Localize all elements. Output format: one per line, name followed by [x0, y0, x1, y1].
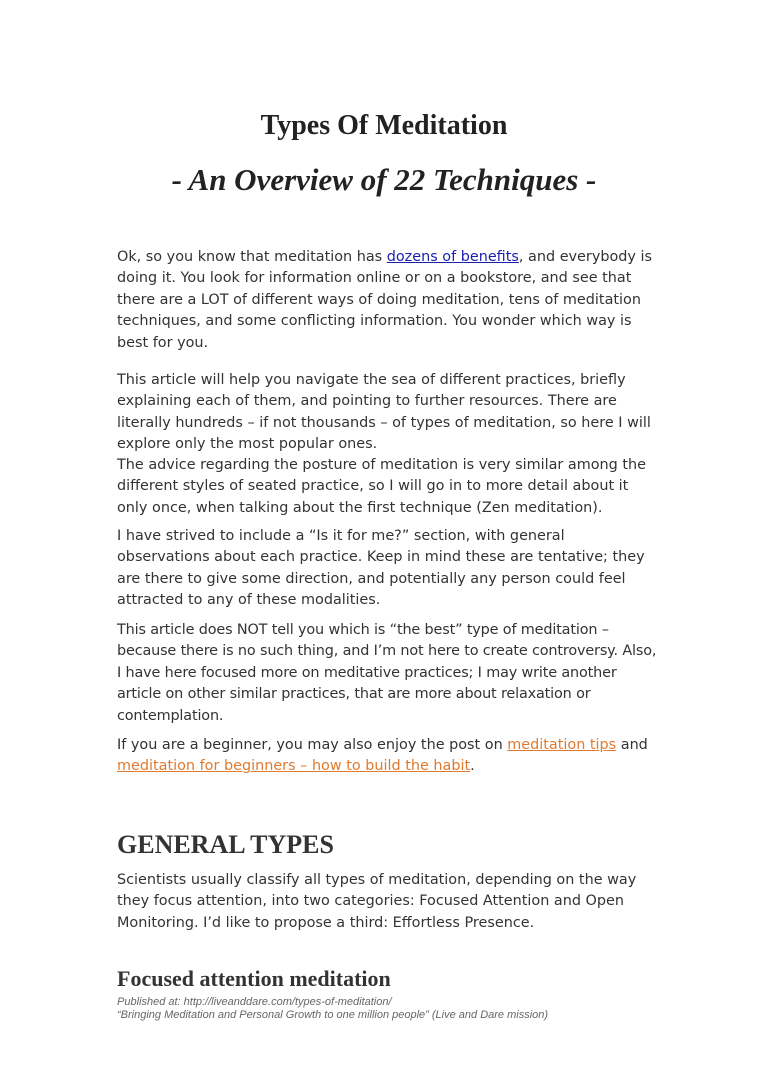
- intro-text-before: Ok, so you know that meditation has: [117, 249, 387, 265]
- meditation-for-beginners-link[interactable]: meditation for beginners – how to build the habit: [117, 758, 471, 775]
- intro-text-after: , and everybody is doing it. You look for information online or on a bookstore, and see that there are a LOT of different ways of doing meditation, tens of meditation techniques, and some conflicting information. You wonder which way is best for you.: [117, 249, 653, 351]
- meditation-tips-link[interactable]: meditation tips: [507, 737, 617, 753]
- disclaimer-paragraph: This article does NOT tell you which is “the best” type of meditation – because there is no such thing, and I’m not here to create controversy. Also, I have here focused more on meditative practices; I may write another article on other similar practices, that are more about relaxation or contemplation.: [117, 622, 657, 724]
- section-heading-general-types: GENERAL TYPES: [117, 830, 334, 859]
- navigate-paragraph: This article will help you navigate the sea of different practices, briefly explaining each of them, and pointing to further resources. There are literally hundreds – if not thousands – of types of meditation, so here I will explore only the most popular ones.: [117, 372, 651, 453]
- subsection-heading-focused-attention: Focused attention meditation: [117, 966, 391, 991]
- beginner-text-middle: and: [616, 737, 648, 753]
- intro-paragraph: [117, 247, 657, 354]
- beginner-text-after: .: [470, 758, 475, 775]
- dozens-of-benefits-link[interactable]: dozens of benefits: [386, 249, 519, 265]
- beginner-text-before: If you are a beginner, you may also enjoy the post on: [117, 737, 508, 753]
- posture-paragraph: The advice regarding the posture of meditation is very similar among the different styles of seated practice, so I will go in to more detail about it only once, when talking about the first technique (Zen meditation).: [117, 457, 647, 516]
- beginner-paragraph: [117, 735, 657, 778]
- footer-mission: “Bringing Meditation and Personal Growth to one million people” (Live and Dare mission): [117, 1009, 549, 1021]
- document-title: Types Of Meditation: [260, 110, 508, 141]
- is-it-for-me-paragraph: I have strived to include a “Is it for me?” section, with general observations about each practice. Keep in mind these are tentative; they are there to give some direction, and potentially any person could feel attracted to any of these modalities.: [117, 528, 645, 609]
- footer-published-at: Published at: http://liveanddare.com/types-of-meditation/: [117, 996, 392, 1008]
- document-subtitle: - An Overview of 22 Techniques -: [171, 162, 597, 197]
- general-types-paragraph: Scientists usually classify all types of meditation, depending on the way they focus attention, into two categories: Focused Attention and Open Monitoring. I’d like to propose a third: Effortless Presence.: [117, 872, 637, 931]
- page-footer: [117, 996, 717, 1022]
